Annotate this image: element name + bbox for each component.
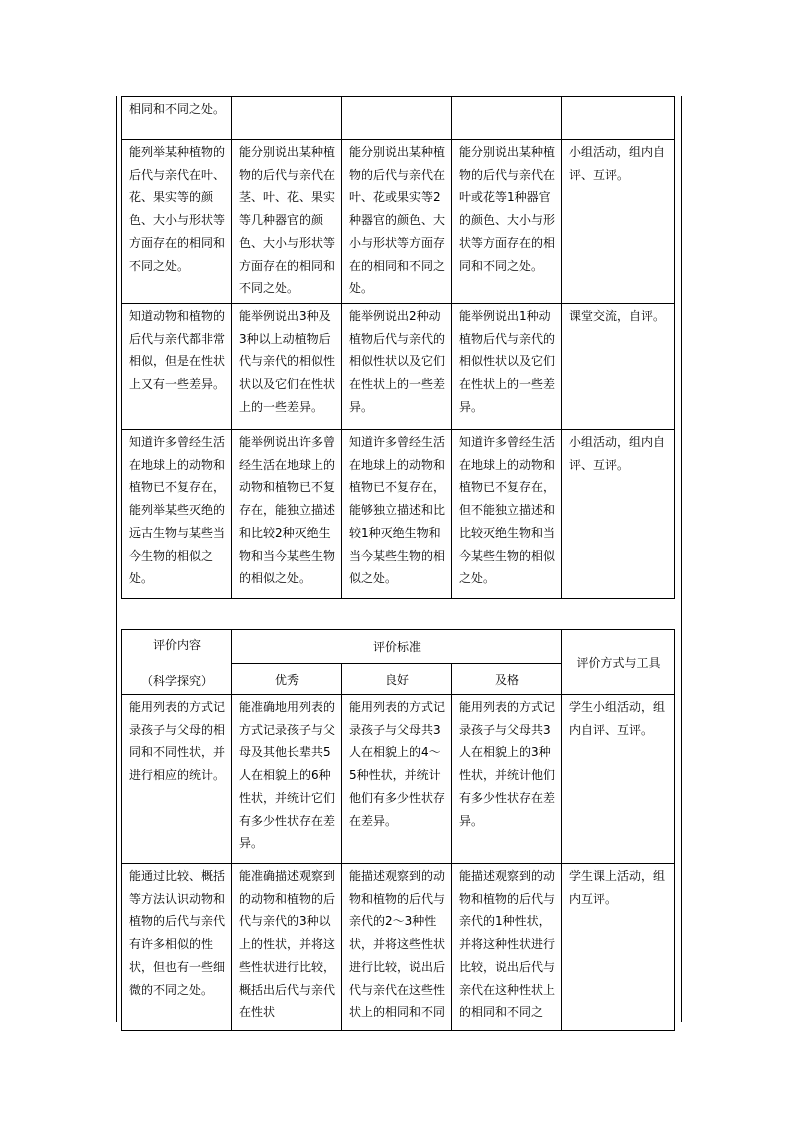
table-cell: 能举例说出2种动植物后代与亲代的相似性状以及它们在性状上的一些差异。 [342, 304, 452, 430]
header-level-pass: 及格 [452, 664, 562, 695]
header-level-excellent: 优秀 [232, 664, 342, 695]
table-cell: 能举例说出1种动植物后代与亲代的相似性状以及它们在性状上的一些差异。 [452, 304, 562, 430]
evaluation-table-inquiry [121, 629, 675, 1031]
header-method-cell: 评价方式与工具 [562, 630, 675, 695]
table-cell: 课堂交流，自评。 [562, 304, 675, 430]
table-cell: 知道动物和植物的后代与亲代都非常相似，但是在性状上又有一些差异。 [122, 304, 232, 430]
table-cell: 小组活动，组内自评、互评。 [562, 140, 675, 304]
table-row [122, 140, 675, 304]
table-cell [562, 97, 675, 140]
table-header-row [122, 630, 675, 664]
header-level-good: 良好 [342, 664, 452, 695]
table-cell: 学生小组活动，组内自评、互评。 [562, 695, 675, 864]
table-cell: 能举例说出3种及3种以上动植物后代与亲代的相似性状以及它们在性状上的一些差异。 [232, 304, 342, 430]
evaluation-table-knowledge [121, 96, 675, 599]
table-cell: 能准确描述观察到的动物和植物的后代与亲代的3种以上的性状，并将这些性状进行比较，概括出后代与亲代在性状 [232, 864, 342, 1031]
header-content-label: 评价内容 [152, 638, 201, 652]
table-cell: 学生课上活动，组内互评。 [562, 864, 675, 1031]
table-cell: 能分别说出某种植物的后代与亲代在茎、叶、花、果实等几种器官的颜色、大小与形状等方面存在的相同和不同之处。 [232, 140, 342, 304]
table-cell [342, 97, 452, 140]
table-cell: 能描述观察到的动物和植物的后代与亲代的1种性状，并将这种性状进行比较，说出后代与亲代在这种性状上的相同和不同之 [452, 864, 562, 1031]
table-cell [232, 97, 342, 140]
table-cell: 能通过比较、概括等方法认识动物和植物的后代与亲代有许多相似的性状，但也有一些细微的不同之处。 [122, 864, 232, 1031]
table-row [122, 430, 675, 599]
table-cell: 知道许多曾经生活在地球上的动物和植物已不复存在，能够独立描述和比较1种灭绝生物和当今某些生物的相似之处。 [342, 430, 452, 599]
table-cell [452, 97, 562, 140]
table-cell: 能分别说出某种植物的后代与亲代在叶或花等1种器官的颜色、大小与形状等方面存在的相同和不同之处。 [452, 140, 562, 304]
header-content-cell [122, 630, 232, 695]
table-cell: 能列举某种植物的后代与亲代在叶、花、果实等的颜色、大小与形状等方面存在的相同和不同之处。 [122, 140, 232, 304]
table-cell: 小组活动，组内自评、互评。 [562, 430, 675, 599]
table-cell: 知道许多曾经生活在地球上的动物和植物已不复存在，能列举某些灭绝的远古生物与某些当今生物的相似之处。 [122, 430, 232, 599]
table-cell: 能分别说出某种植物的后代与亲代在叶、花或果实等2种器官的颜色、大小与形状等方面存在的相同和不同之处。 [342, 140, 452, 304]
table-cell: 能准确地用列表的方式记录孩子与父母及其他长辈共5人在相貌上的6种性状，并统计它们有多少性状存在差异。 [232, 695, 342, 864]
table-cell: 能用列表的方式记录孩子与父母的相同和不同性状，并进行相应的统计。 [122, 695, 232, 864]
table-cell: 能用列表的方式记录孩子与父母共3人在相貌上的3种性状，并统计他们有多少性状存在差异。 [452, 695, 562, 864]
table-cell: 知道许多曾经生活在地球上的动物和植物已不复存在，但不能独立描述和比较灭绝生物和当今某些生物的相似之处。 [452, 430, 562, 599]
table-cell: 相同和不同之处。 [122, 97, 232, 140]
table-row [122, 304, 675, 430]
table-cell: 能用列表的方式记录孩子与父母共3人在相貌上的4～5种性状，并统计他们有多少性状存在差异。 [342, 695, 452, 864]
table-cell: 能举例说出许多曾经生活在地球上的动物和植物已不复存在，能独立描述和比较2种灭绝生物和当今某些生物的相似之处。 [232, 430, 342, 599]
table-cell: 能描述观察到的动物和植物的后代与亲代的2～3种性状，并将这些性状进行比较，说出后代与亲代在这些性状上的相同和不同 [342, 864, 452, 1031]
table-row [122, 695, 675, 864]
table-row [122, 864, 675, 1031]
header-content-sub: （科学探究） [140, 674, 213, 688]
table-row [122, 97, 675, 140]
header-standard-cell: 评价标准 [232, 630, 562, 664]
